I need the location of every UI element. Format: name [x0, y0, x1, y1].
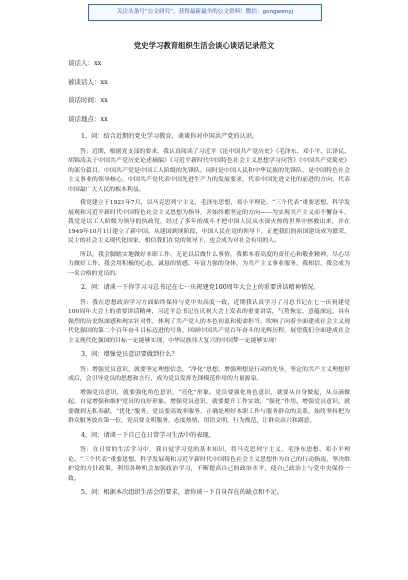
question-3: 3、问：增强党员意识要做到什么？ — [81, 351, 178, 359]
question-4: 4、问：请谈一下自己在日常学习生活中的表现。 — [81, 431, 215, 439]
answer-3-para-2: 增强党员意识，就要强化角色意识，“亮化”形象。党员要强化角色意识，就要从自身做起，从点滴做起，自觉增强和维护党员的良好形象。增强党员意识，就要提升工作实效，“强化”作用。增强党员意识，就要做到无私奉献，“优化”服务，党员要高效率服务，正确处理好本职工作与服务群众的关系，始终坚持把为群众服务放在第一位，党员要文明服务，态度热情，用语文明，行为规范，让群众高兴和满意。 — [68, 389, 350, 425]
question-1: 1、问：结合近期的党史学习教育，谈谈你对中国共产党的认识。 — [81, 133, 259, 141]
question-2: 2、问：请谈一下你学习习总书记在七一庆祝建党100周年大会上的重要讲话精神情况。 — [81, 284, 320, 292]
page-title: 党史学习教育组织生活会谈心谈话记录范文 — [133, 41, 275, 50]
answer-1-para-2: 我党建立于1921年7月，以马克思列宁主义，毛泽东思想，邓小平理论、“三个代表”重要思想、科学发展观和习近平新时代中国特色社会主义思想为指导，并始终都坚定的方向——为实现共产主义而不懈奋斗，我党是以工人阶级为领导的执政党，经过了多年的战斗才把中国人民从水深火热的世界中拯救出来，并在1949年10月1日建立了新中国。从建国到现阶段，中国人民在党的领导下，正把我们的祖国建设成为繁荣、民主的社会主义现代化国家，相信我们在党的领导下，也会成为对社会有用的人。 — [68, 200, 350, 245]
field-location: 谈话地点：xx — [68, 114, 108, 123]
promo-banner[interactable]: 关注头条号“公文研究”，获得最新最全的公文资料！微信：gongwenyj — [88, 4, 322, 21]
question-5: 5、问：根据本次组织生活会的要求，请你谈一下自身存在的缺点和不足。 — [81, 489, 283, 497]
answer-4-para-1: 答：在日常的生活学习中，我自觉学习党的基本知识，将马克思列宁主义、毛泽东思想、邓小平理论、“三个代表”重要思想、科学发展观和习近平新时代中国特色社会主义思想作为自己的行动指南，坚决维护党的方针政策，利用各种机会加强政治学习，不断提高自己的政治水平，使自己政治上与党中央保持一致。 — [68, 447, 350, 482]
answer-3-para-1: 答：增强党员意识，就要坚定理想信念，“净化”思想，增强理想是行动的先导，坚定的共产主义理想形成后，会引导党员的思想和言行，成为党员发挥先锋模范作用的力量源泉。 — [68, 366, 350, 383]
field-interviewee: 被谈话人：xx — [68, 77, 108, 86]
field-time: 谈话时间：xx — [68, 96, 108, 105]
answer-2-para-1: 答：我在思想政治学习方面始终保持与党中央高度一致，近期我认真学习了习总书记在七一庆祝建党100周年大会上的重要讲话精神，习近平总书记在庆祝大会上发表的重要讲话，气势恢宏、意蕴深远，具有强烈的历史纵深感和现实针对性，体现了共产党人的本色初衷和使命担当，吹响了向着全面建成社会主义现代化强国的第二个百年奋斗目标迈进的号角，回顾中国共产党百年奋斗的光辉历程，展望我们全面建成社会主义现代化强国的目标一定能够实现，中华民族伟大复兴的中国梦一定能够实现！ — [68, 299, 350, 344]
document-body — [68, 58, 350, 504]
answer-1-para-1: 答：近期，根据党支部的要求，我认真阅读了习近平《论中国共产党历史》《毛泽东、邓小平、江泽民、胡锦涛关于中国共产党历史论述摘编》《习近平新时代中国特色社会主义思想学习问答》《中国共产党简史》的部分篇目。中国共产党是中国工人阶级的先锋队，同时是中国人民和中华民族的先锋队，是中国特色社会主义事业的领导核心，中国共产党代表中国先进生产力的发展要求，代表中国先进文化的前进的方向，代表中国最广大人民的根本利益。 — [68, 148, 350, 193]
field-interviewer: 谈话人：xx — [68, 59, 102, 67]
answer-1-para-3: 所以，我会脚踏实地做好本职工作。无论以后做什么事情，我都本着高度的责任心和敬业精神，尽心尽力做好工作，我会用积极的心态，诚恳的情感，年富力强的身体，为共产主义事业服务，我相信，我会成为一名合格的党员的。 — [68, 251, 350, 277]
